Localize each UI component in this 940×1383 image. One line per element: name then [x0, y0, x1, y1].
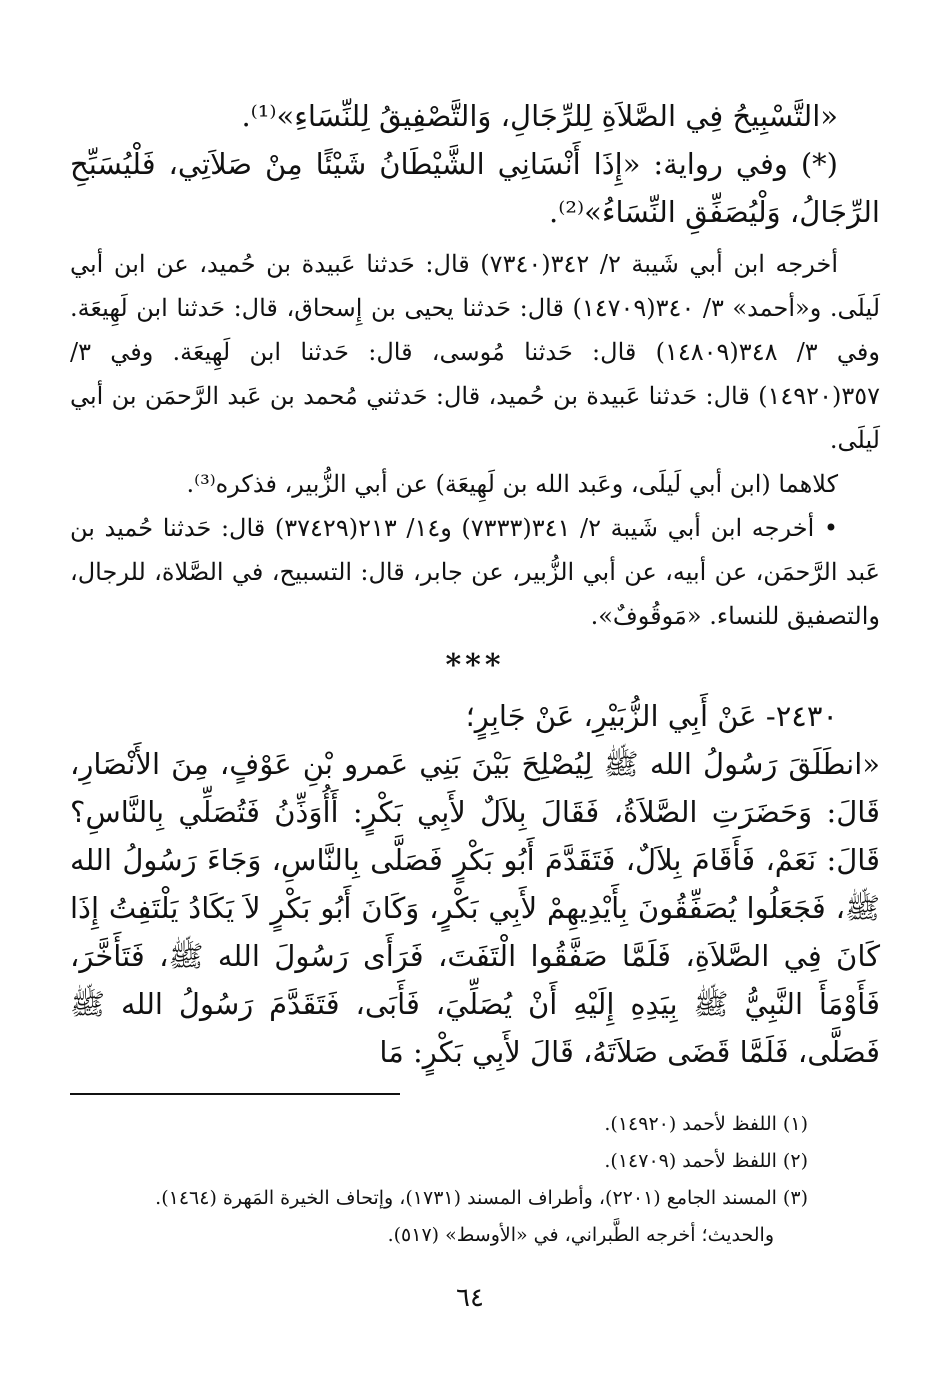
mawquf-paragraph: • أخرجه ابن أبي شَيبة ٢/ ٣٤١(٧٣٣٣) و١٤/ ٢١٣(٣٧٤٢٩) قال: حَدثنا حُميد بن عَبد الرَّحمَن، عن أبيه، عن أبي الزُّبير، عن جابر، قال: التسبيح، في الصَّلاة، للرجال، والتصفيق للنساء. «مَوقُوفٌ».	[70, 514, 880, 630]
kilahuma-paragraph: كلاهما (ابن أبي لَيلَى، وعَبد الله بن لَهِيعَة) عن أبي الزُّبير، فذكره⁽³⁾.	[186, 470, 838, 498]
page-number: ٦٤	[456, 1283, 484, 1313]
footnote-1: (١) اللفظ لأحمد (١٤٩٢٠).	[604, 1113, 808, 1135]
hadith-heading: ٢٤٣٠- عَنْ أَبِي الزُّبَيْرِ، عَنْ جَابِرٍ؛	[465, 699, 838, 733]
hadith-ending: «التَّسْبِيحُ فِي الصَّلاَةِ لِلرِّجَالِ، وَالتَّصْفِيقُ لِلنِّسَاءِ»⁽¹⁾.	[241, 99, 838, 133]
footnote-3-continuation: والحديث؛ أخرجه الطَّبراني، في «الأوسط» (٥١٧).	[387, 1224, 774, 1246]
takhrij-paragraph: أخرجه ابن أبي شَيبة ٢/ ٣٤٢(٧٣٤٠) قال: حَدثنا عَبيدة بن حُميد، عن ابن أبي لَيلَى. و«أحمد» ٣/ ٣٤٠(١٤٧٠٩) قال: حَدثنا يحيى بن إِسحاق، قال: حَدثنا ابن لَهِيعَة. وفي ٣/ ٣٤٨(١٤٨٠٩) قال: حَدثنا مُوسى، قال: حَدثنا ابن لَهِيعَة. وفي ٣/ ٣٥٧(١٤٩٢٠) قال: حَدثنا عَبيدة بن حُميد، قال: حَدثني مُحمد بن عَبد الرَّحمَن بن أبي لَيلَى.	[70, 250, 881, 454]
main-text	[70, 92, 880, 1076]
footnote-3: (٣) المسند الجامع (٢٢٠١)، وأطراف المسند (١٧٣١)، وإتحاف الخيرة المَهرة (١٤٦٤).	[155, 1187, 808, 1209]
section-separator: ***	[445, 648, 505, 683]
hadith-body: «انطَلَقَ رَسُولُ الله ﷺ لِيُصْلِحَ بَيْنَ بَنِي عَمرو بْنِ عَوْفٍ، مِنَ الأَنْصَارِ، قَالَ: وَحَضَرَتِ الصَّلاَةُ، فَقَالَ بِلاَلٌ لأَبِي بَكْرٍ: أَأُوَذِّنُ فَتُصَلِّي بِالنَّاسِ؟ قَالَ: نَعَمْ، فَأَقَامَ بِلاَلٌ، فَتَقَدَّمَ أَبُو بَكْرٍ فَصَلَّى بِالنَّاسِ، وَجَاءَ رَسُولُ الله ﷺ، فَجَعَلُوا يُصَفِّقُونَ بِأَيْدِيهِمْ لأَبِي بَكْرٍ، وَكَانَ أَبُو بَكْرٍ لاَ يَكَادُ يَلْتَفِتُ إِذَا كَانَ فِي الصَّلاَةِ، فَلَمَّا صَفَّقُوا الْتَفَتَ، فَرَأَى رَسُولَ الله ﷺ، فَتَأَخَّرَ، فَأَوْمَأَ النَّبِيُّ ﷺ بِيَدِهِ إِلَيْهِ أَنْ يُصَلِّيَ، فَأَبَى، فَتَقَدَّمَ رَسُولُ الله ﷺ فَصَلَّى، فَلَمَّا قَضَى صَلاَتَهُ، قَالَ لأَبِي بَكْرٍ: مَا	[70, 747, 880, 1069]
footnotes	[70, 1106, 808, 1254]
riwaya-paragraph: (*) وفي رواية: «إِذَا أَنْسَانِي الشَّيْطَانُ شَيْئًا مِنْ صَلاَتِي، فَلْيُسَبِّحِ الرِّجَالُ، وَلْيُصَفِّقِ النِّسَاءُ»⁽²⁾.	[70, 147, 880, 229]
footnote-2: (٢) اللفظ لأحمد (١٤٧٠٩).	[604, 1150, 808, 1172]
footnote-divider	[70, 1093, 400, 1095]
